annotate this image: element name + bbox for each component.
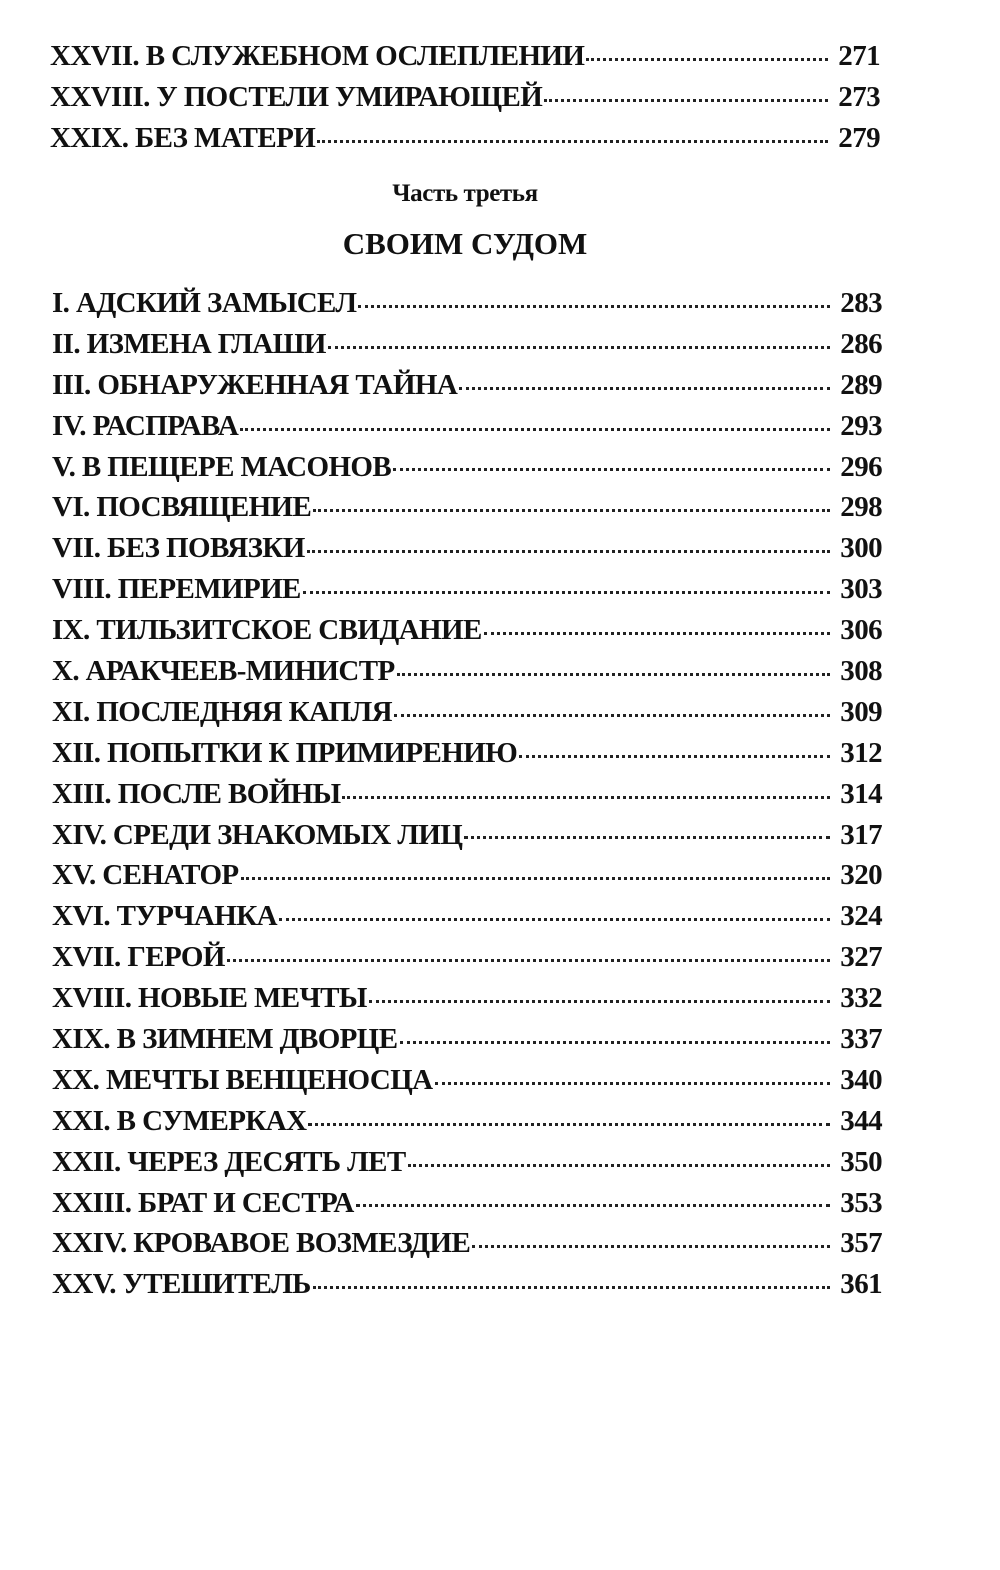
dot-leader [313,509,830,512]
entry-page-number: 306 [840,614,882,647]
entry-page-number: 353 [840,1186,882,1219]
entry-page-number: 283 [840,287,882,319]
toc-entry [50,77,880,118]
toc-entry [52,283,882,324]
dot-leader [393,468,830,471]
entry-title: XXIX. БЕЗ МАТЕРИ [50,122,316,154]
entry-title: XVII. ГЕРОЙ [52,941,225,974]
toc-list [52,283,882,1305]
entry-page-number: 271 [838,40,880,72]
toc-entry [52,774,882,815]
entry-page-number: 279 [838,122,880,154]
entry-title: V. В ПЕЩЕРЕ МАСОНОВ [52,450,392,483]
toc-entry [52,855,882,896]
entry-page-number: 300 [840,532,882,565]
toc-entry [52,733,882,774]
dot-leader [328,346,830,349]
toc-entry [52,815,882,856]
toc-entry [52,610,882,651]
toc-entry [52,896,882,937]
entry-title: XI. ПОСЛЕДНЯЯ КАПЛЯ [52,695,392,728]
entry-title: XVIII. НОВЫЕ МЕЧТЫ [52,982,367,1015]
entry-title: XXIII. БРАТ И СЕСТРА [52,1186,354,1219]
toc-continued-list [50,36,880,159]
entry-title: XII. ПОПЫТКИ К ПРИМИРЕНИЮ [52,736,518,769]
entry-title: XXII. ЧЕРЕЗ ДЕСЯТЬ ЛЕТ [52,1145,406,1178]
entry-title: XIX. В ЗИМНЕМ ДВОРЦЕ [52,1023,398,1056]
entry-page-number: 298 [840,491,882,524]
dot-leader [317,140,828,143]
entry-title: XVI. ТУРЧАНКА [52,900,277,933]
toc-entry [52,487,882,528]
entry-page-number: 309 [840,695,882,728]
entry-title: XXV. УТЕШИТЕЛЬ [52,1268,311,1301]
entry-page-number: 324 [840,900,882,933]
toc-entry [52,978,882,1019]
entry-title: X. АРАКЧЕЕВ-МИНИСТР [52,655,395,688]
part-label: Часть третья [392,180,538,207]
dot-leader [358,305,830,308]
dot-leader [313,1286,830,1289]
toc-entry [52,1101,882,1142]
entry-title: I. АДСКИЙ ЗАМЫСЕЛ [52,287,357,319]
entry-page-number: 344 [840,1104,882,1137]
toc-entry [52,406,882,447]
entry-page-number: 327 [840,941,882,974]
part-title: СВОИМ СУДОМ [342,226,588,261]
dot-leader [303,591,830,594]
toc-entry [52,1264,882,1305]
toc-entry [52,528,882,569]
entry-title: II. ИЗМЕНА ГЛАШИ [52,327,326,360]
toc-entry [52,937,882,978]
dot-leader [279,918,830,921]
dot-leader [544,99,828,102]
dot-leader [408,1164,830,1167]
toc-entry [52,1060,882,1101]
entry-title: XXVIII. У ПОСТЕЛИ УМИРАЮЩЕЙ [50,81,543,113]
entry-title: XX. МЕЧТЫ ВЕНЦЕНОСЦА [52,1063,433,1096]
entry-page-number: 312 [840,736,882,769]
entry-page-number: 357 [840,1227,882,1260]
entry-page-number: 317 [840,818,882,851]
entry-title: XIV. СРЕДИ ЗНАКОМЫХ ЛИЦ [52,818,463,851]
dot-leader [464,836,830,839]
entry-page-number: 314 [840,777,882,810]
dot-leader [356,1204,830,1207]
entry-title: XV. СЕНАТОР [52,859,239,892]
dot-leader [586,58,828,61]
dot-leader [459,387,830,390]
dot-leader [472,1245,830,1248]
entry-title: XXI. В СУМЕРКАХ [52,1104,307,1137]
dot-leader [227,959,830,962]
dot-leader [397,673,830,676]
toc-entry [52,569,882,610]
dot-leader [342,796,830,799]
toc-entry [52,692,882,733]
entry-page-number: 361 [840,1268,882,1301]
entry-title: XXVII. В СЛУЖЕБНОМ ОСЛЕПЛЕНИИ [50,40,585,72]
toc-entry [52,1019,882,1060]
toc-entry [52,1183,882,1224]
dot-leader [400,1041,831,1044]
toc-entry [52,651,882,692]
dot-leader [307,550,830,553]
toc-entry [52,1142,882,1183]
entry-title: VII. БЕЗ ПОВЯЗКИ [52,532,305,565]
entry-title: VIII. ПЕРЕМИРИЕ [52,573,301,606]
entry-page-number: 337 [840,1023,882,1056]
dot-leader [369,1000,830,1003]
toc-entry [50,36,880,77]
entry-title: XXIV. КРОВАВОЕ ВОЗМЕЗДИЕ [52,1227,471,1260]
dot-leader [519,755,830,758]
dot-leader [394,714,830,717]
dot-leader [241,877,830,880]
entry-page-number: 289 [840,368,882,401]
entry-page-number: 273 [838,81,880,113]
entry-title: VI. ПОСВЯЩЕНИЕ [52,491,312,524]
dot-leader [484,632,830,635]
entry-title: IX. ТИЛЬЗИТСКОЕ СВИДАНИЕ [52,614,482,647]
toc-entry [52,324,882,365]
toc-entry [50,118,880,159]
toc-entry [52,447,882,488]
dot-leader [308,1123,830,1126]
entry-page-number: 293 [840,409,882,442]
entry-title: III. ОБНАРУЖЕННАЯ ТАЙНА [52,368,458,401]
entry-page-number: 340 [840,1063,882,1096]
entry-page-number: 303 [840,573,882,606]
dot-leader [240,428,830,431]
entry-page-number: 286 [840,327,882,360]
toc-entry [52,1223,882,1264]
entry-page-number: 320 [840,859,882,892]
entry-page-number: 332 [840,982,882,1015]
toc-entry [52,365,882,406]
entry-title: XIII. ПОСЛЕ ВОЙНЫ [52,777,341,810]
entry-page-number: 350 [840,1145,882,1178]
dot-leader [435,1082,830,1085]
entry-title: IV. РАСПРАВА [52,409,239,442]
entry-page-number: 296 [840,450,882,483]
entry-page-number: 308 [840,655,882,688]
